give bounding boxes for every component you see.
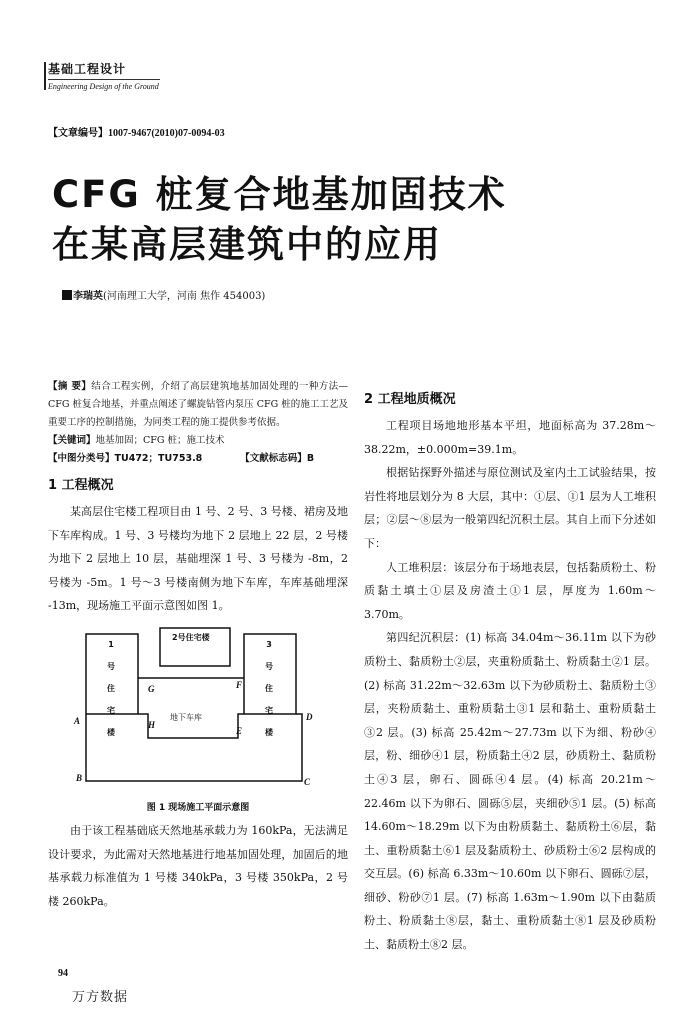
journal-title: 基础工程设计: [48, 62, 127, 76]
author-name: 李瑞英: [73, 291, 103, 302]
author-affiliation: (河南理工大学，河南 焦作 454003): [103, 291, 266, 302]
point-h-label: H: [148, 719, 156, 730]
article-title: [52, 170, 652, 270]
author-square-icon: [62, 290, 72, 300]
watermark: 万方数据: [72, 990, 129, 1005]
page-number: 94: [58, 968, 68, 979]
building-3-label: 3号住宅楼: [265, 639, 273, 737]
journal-subtitle: Engineering Design of the Ground: [48, 82, 159, 91]
section-2-heading: 2 工程地质概况: [364, 392, 456, 407]
section-1-para-2: 由于该工程基础底天然地基承载力为 160kPa，无法满足设计要求，为此需对天然地基进行地基加固处理，加固后的地基承载力标准值为 1 号楼 340kPa，3 号楼 350kPa，2 号楼 260kPa。: [48, 823, 348, 908]
keywords-text: 地基加固；CFG 桩；施工技术: [95, 435, 225, 446]
journal-header: [48, 60, 160, 91]
point-d-label: D: [306, 711, 313, 722]
keywords: [48, 432, 348, 450]
header-mark: [44, 62, 46, 90]
article-number: 【文章编号】1007-9467(2010)07-0094-03: [48, 128, 225, 139]
point-e-label: E: [236, 725, 243, 736]
point-f-label: F: [236, 679, 243, 690]
doc-code: B: [306, 453, 315, 464]
classification: [48, 450, 348, 468]
building-2-label: 2号住宅楼: [172, 632, 210, 642]
site-plan-drawing: [48, 626, 348, 796]
section-1-heading: 1 工程概况: [48, 478, 114, 493]
point-g-label: G: [148, 683, 155, 694]
journal-rule: [48, 79, 160, 80]
figure-caption: 图 1 现场施工平面示意图: [146, 802, 250, 813]
title-line-1: CFG 桩复合地基加固技术: [52, 173, 507, 216]
section-1-para-1: 某高层住宅楼工程项目由 1 号、2 号、3 号楼、裙房及地下车库构成。1 号、3 号楼均为地下 2 层地上 22 层，2 号楼为地下 2 层地上 10 层，基础埋深 1 号、3 号楼为 -8m，2 号楼为 -5m。1 号～3 号楼南侧为地下车库，车库基础埋深 -13m，现场施工平面示意图如图 1。: [48, 505, 348, 613]
point-a-label: A: [74, 715, 81, 726]
section-2-para-4: 第四纪沉积层：(1) 标高 34.04m～36.11m 以下为砂质粉土、黏质粉土②层，夹重粉质黏土、粉质黏土②1 层。(2) 标高 31.22m～32.63m 以下为砂质粉土、黏质粉土③层，夹粉质黏土、重粉质黏土③1 层和黏土、重粉质黏土③2 层。(3) 标高 25.42m～27.73m 以下为细、粉砂④层，粉、细砂④1 层，粉质黏土④2 层，砂质粉土、黏质粉土④3 层，卵石、圆砾④4 层。(4) 标高 20.21m～22.46m 以下为卵石、圆砾⑤层，夹细砂⑤1 层。(5) 标高 14.60m～18.29m 以下为由粉质黏土、黏质粉土⑥层，黏土、重粉质黏土⑥1 层及黏质粉土、砂质粉土⑥2 层构成的交互层。(6) 标高 6.33m～10.60m 以下卵石、圆砾⑦层，细砂、粉砂⑦1 层。(7) 标高 1.63m～1.90m 以下由黏质粉土、粉质黏土⑧层，黏土、重粉质黏土⑧1 层及砂质粉土、黏质粉土⑧2 层。: [364, 631, 656, 952]
site-plan-figure: [48, 626, 348, 796]
left-column: [48, 378, 348, 913]
abstract: [48, 378, 348, 432]
point-b-label: B: [76, 772, 83, 783]
building-1-label: 1号住宅楼: [107, 639, 115, 737]
section-2-para-3: 人工堆积层：该层分布于场地表层，包括黏质粉土、粉质黏土填土①层及房渣土①1 层，厚度为 1.60m～3.70m。: [364, 560, 656, 621]
keywords-label: 【关键词】: [48, 435, 96, 446]
section-2-para-1: 工程项目场地地形基本平坦，地面标高为 37.28m～38.22m，±0.000m=39.1m。: [364, 419, 656, 456]
abstract-label: 【摘 要】: [48, 381, 92, 392]
author-line: [62, 287, 265, 302]
section-2-para-2: 根据钻探野外描述与原位测试及室内土工试验结果，按岩性将地层划分为 8 大层，其中：①层、①1 层为人工堆积层；②层～⑧层为一般第四纪沉积土层。其自上而下分述如下：: [364, 466, 656, 550]
clc-label: 【中图分类号】: [48, 453, 115, 464]
right-column: [364, 390, 656, 957]
doc-label: 【文献标志码】: [240, 453, 307, 464]
clc-text: TU472；TU753.8: [114, 453, 203, 464]
point-c-label: C: [304, 776, 311, 787]
abstract-text: 结合工程实例，介绍了高层建筑地基加固处理的一种方法—CFG 桩复合地基，并重点阐述了螺旋钻管内泵压 CFG 桩的施工工艺及重要工序的控制措施，为同类工程的施工提供参考依据。: [48, 381, 348, 428]
garage-label: 地下车库: [170, 712, 202, 722]
title-line-2: 在某高层建筑中的应用: [52, 223, 442, 266]
